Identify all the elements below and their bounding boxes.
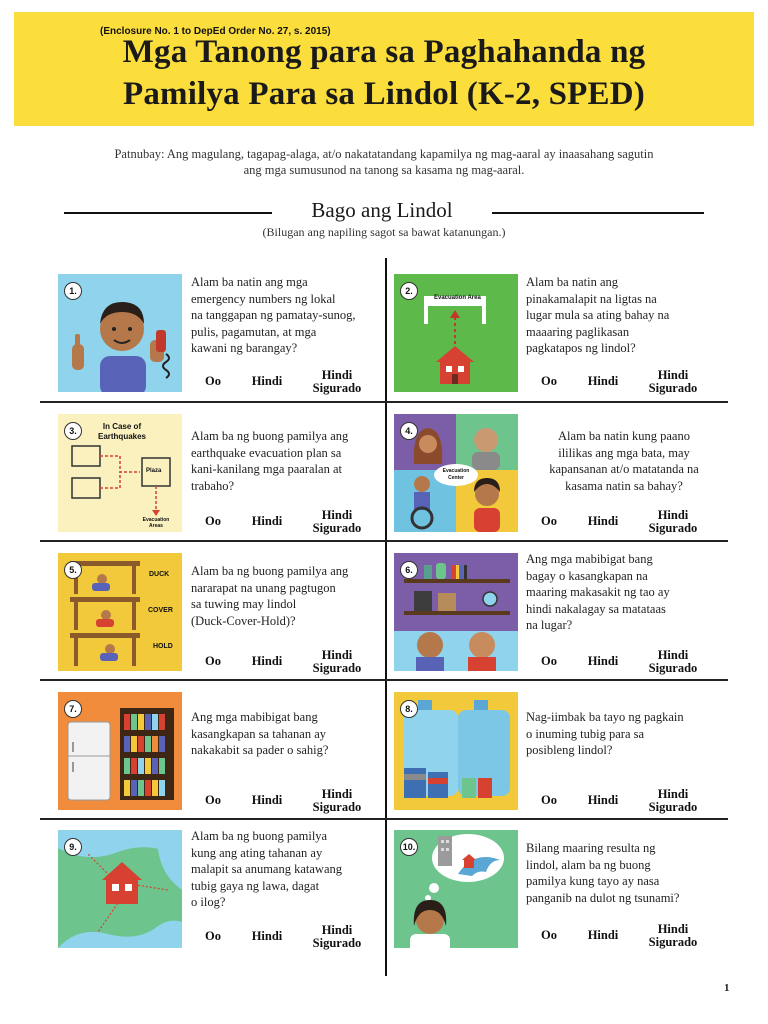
label-line: Areas xyxy=(149,523,163,529)
question-line: kasangkapan sa tahanan ay xyxy=(191,726,327,741)
option-oo-q10[interactable]: Oo xyxy=(541,928,557,942)
question-line: (Duck-Cover-Hold)? xyxy=(191,613,296,628)
question-line: Alam ba ng buong pamilya ang xyxy=(191,429,349,443)
option-label: Hindi xyxy=(321,648,353,662)
question-line: maaring makasakit ng tao ay xyxy=(526,585,670,599)
question-9-text xyxy=(191,828,342,911)
option-oo-q2[interactable]: Oo xyxy=(541,374,557,388)
illustration-phone-boy xyxy=(58,274,182,392)
question-line: lindol, alam ba ng buong xyxy=(526,857,651,872)
question-line: kani-kanilang mga paaralan at xyxy=(191,462,342,476)
question-line: kapansanan at/o matatanda na xyxy=(549,462,699,476)
illustration-house-near-water xyxy=(58,830,182,948)
question-line: ililikas ang mga bata, may xyxy=(558,445,690,460)
question-line: na tanggapan ng pamatay-sunog, xyxy=(191,308,356,322)
label-line: Evacuation xyxy=(142,517,170,523)
instructions-line-2: ang mga sumusunod na tanong sa kasama ng mag-aaral. xyxy=(243,163,525,177)
question-line: emergency numbers ng lokal xyxy=(191,291,336,306)
question-line: pinakamalapit na ligtas na xyxy=(526,291,657,306)
option-hindi-sigurado-q10[interactable] xyxy=(642,923,704,949)
question-line: pamilya kung tayo ay nasa xyxy=(526,874,660,888)
hold-label: HOLD xyxy=(153,643,173,650)
question-4-text xyxy=(526,428,722,494)
question-line: Alam ba ng buong pamilya ang xyxy=(191,564,349,578)
question-line: trabaho? xyxy=(191,478,235,493)
section-rule-right xyxy=(492,212,704,214)
question-8-text xyxy=(526,709,684,759)
option-hindi-sigurado-q5[interactable] xyxy=(306,649,368,675)
question-5-text xyxy=(191,563,348,629)
question-line: na lugar? xyxy=(526,618,573,632)
question-line: nararapat na unang pagtugon xyxy=(191,580,336,595)
plaza-label: Plaza xyxy=(146,468,162,474)
option-hindi-q5[interactable]: Hindi xyxy=(251,654,283,668)
question-line: Alam ba natin ang mga xyxy=(191,275,308,289)
illustration-tsunami-risk xyxy=(394,830,518,948)
option-hindi-sigurado-q4[interactable] xyxy=(642,509,704,535)
option-hindi-q9[interactable]: Hindi xyxy=(251,929,283,943)
option-label: Hindi xyxy=(321,923,353,937)
option-label: Hindi xyxy=(657,508,689,522)
label-line: Earthquakes xyxy=(97,432,147,441)
question-number: 5. xyxy=(64,561,82,579)
question-line: panganib na dulot ng tsunami? xyxy=(526,890,680,905)
illustration-evacuation-plan xyxy=(58,414,182,532)
illustration-secured-furniture xyxy=(58,692,182,810)
option-hindi-q6[interactable]: Hindi xyxy=(587,654,619,668)
option-label: Sigurado xyxy=(648,521,698,535)
question-line: Ang mga mabibigat bang xyxy=(526,552,653,566)
question-line: Nag-iimbak ba tayo ng pagkain xyxy=(526,710,684,724)
option-oo-q9[interactable]: Oo xyxy=(205,929,221,943)
duck-label: DUCK xyxy=(149,571,170,578)
option-label: Sigurado xyxy=(312,661,362,675)
option-label: Hindi xyxy=(321,368,353,382)
option-hindi-q4[interactable]: Hindi xyxy=(587,514,619,528)
illustration-heavy-objects xyxy=(394,553,518,671)
question-line: kasama natin sa bahay? xyxy=(565,478,683,493)
option-oo-q7[interactable]: Oo xyxy=(205,793,221,807)
option-label: Hindi xyxy=(321,508,353,522)
question-line: bagay o kasangkapan na xyxy=(526,568,648,583)
question-7-text xyxy=(191,709,328,759)
instructions xyxy=(60,146,708,178)
question-number: 8. xyxy=(400,700,418,718)
row-divider-3 xyxy=(40,679,728,681)
option-hindi-sigurado-q6[interactable] xyxy=(642,649,704,675)
question-3-text xyxy=(191,428,348,494)
option-label: Hindi xyxy=(321,787,353,801)
option-hindi-q1[interactable]: Hindi xyxy=(251,374,283,388)
illustration-food-water-storage xyxy=(394,692,518,810)
option-label: Sigurado xyxy=(648,935,698,949)
option-oo-q3[interactable]: Oo xyxy=(205,514,221,528)
in-case-of-earthquakes-label xyxy=(92,422,152,442)
question-line: earthquake evacuation plan sa xyxy=(191,445,342,460)
question-number: 9. xyxy=(64,838,82,856)
question-line: kawani ng barangay? xyxy=(191,341,298,355)
row-divider-2 xyxy=(40,540,728,542)
question-line: Alam ba ng buong pamilya xyxy=(191,829,328,843)
option-oo-q6[interactable]: Oo xyxy=(541,654,557,668)
illustration-family-evacuation xyxy=(394,414,518,532)
option-hindi-sigurado-q8[interactable] xyxy=(642,788,704,814)
question-2-text xyxy=(526,274,669,357)
question-line: tubig gaya ng lawa, dagat xyxy=(191,878,320,893)
evacuation-area-label: Evacuation Area xyxy=(434,295,481,301)
section-title: Bago ang Lindol xyxy=(311,198,453,222)
evacuation-areas-label xyxy=(134,517,178,529)
cover-label: COVER xyxy=(148,607,173,614)
question-number: 2. xyxy=(400,282,418,300)
question-number: 4. xyxy=(400,422,418,440)
question-line: o ilog? xyxy=(191,895,226,909)
evacuation-center-label xyxy=(434,464,478,486)
question-6-text xyxy=(526,551,670,634)
option-hindi-q10[interactable]: Hindi xyxy=(587,928,619,942)
page-title-line-2: Pamilya Para sa Lindol (K-2, SPED) xyxy=(123,76,645,112)
option-label: Sigurado xyxy=(312,936,362,950)
question-line: pulis, pagamutan, at mga xyxy=(191,324,317,339)
option-label: Hindi xyxy=(657,922,689,936)
question-line: Alam ba natin kung paano xyxy=(558,429,690,443)
option-label: Sigurado xyxy=(312,381,362,395)
option-hindi-sigurado-q3[interactable] xyxy=(306,509,368,535)
question-line: Alam ba natin ang xyxy=(526,275,618,289)
option-hindi-q7[interactable]: Hindi xyxy=(251,793,283,807)
question-line: lugar mula sa ating bahay na xyxy=(526,308,670,322)
question-line: sa tuwing may lindol xyxy=(191,597,297,611)
option-hindi-sigurado-q9[interactable] xyxy=(306,924,368,950)
question-number: 3. xyxy=(64,422,82,440)
section-subtitle: (Bilugan ang napiling sagot sa bawat katanungan.) xyxy=(262,225,506,239)
question-number: 6. xyxy=(400,561,418,579)
label-line: Center xyxy=(448,475,464,481)
option-hindi-q8[interactable]: Hindi xyxy=(587,793,619,807)
question-line: pagkatapos ng lindol? xyxy=(526,341,636,355)
option-label: Sigurado xyxy=(648,661,698,675)
option-hindi-sigurado-q1[interactable] xyxy=(306,369,368,395)
illustration-evacuation-area xyxy=(394,274,518,392)
row-divider-4 xyxy=(40,818,728,820)
option-oo-q4[interactable]: Oo xyxy=(541,514,557,528)
question-line: maaaring paglikasan xyxy=(526,324,630,339)
label-line: Evacuation xyxy=(442,468,470,474)
question-line: Ang mga mabibigat bang xyxy=(191,710,318,724)
question-line: o inuming tubig para sa xyxy=(526,726,645,741)
question-1-text xyxy=(191,274,356,357)
question-line: malapit sa anumang katawang xyxy=(191,862,342,876)
option-label: Sigurado xyxy=(648,381,698,395)
option-hindi-q2[interactable]: Hindi xyxy=(587,374,619,388)
option-hindi-sigurado-q2[interactable] xyxy=(642,369,704,395)
option-label: Sigurado xyxy=(312,800,362,814)
column-divider xyxy=(385,258,387,976)
option-hindi-q3[interactable]: Hindi xyxy=(251,514,283,528)
option-oo-q5[interactable]: Oo xyxy=(205,654,221,668)
option-oo-q8[interactable]: Oo xyxy=(541,793,557,807)
option-label: Hindi xyxy=(657,648,689,662)
question-number: 1. xyxy=(64,282,82,300)
question-number: 7. xyxy=(64,700,82,718)
illustration-duck-cover-hold xyxy=(58,553,182,671)
label-line: In Case of xyxy=(102,422,142,431)
instructions-line-1: Patnubay: Ang magulang, tagapag-alaga, at/o nakatatandang kapamilya ng mag-aaral ay inaasahang sagutin xyxy=(114,147,654,161)
page-title-line-1: Mga Tanong para sa Paghahanda ng xyxy=(122,34,646,70)
option-label: Sigurado xyxy=(648,800,698,814)
section-rule-left xyxy=(64,212,272,214)
question-line: posibleng lindol? xyxy=(526,743,613,757)
option-label: Hindi xyxy=(657,368,689,382)
enclosure-note: (Enclosure No. 1 to DepEd Order No. 27, s. 2015) xyxy=(100,26,331,37)
question-10-text xyxy=(526,840,679,906)
option-oo-q1[interactable]: Oo xyxy=(205,374,221,388)
page-number: 1 xyxy=(724,982,730,994)
option-label: Hindi xyxy=(657,787,689,801)
row-divider-1 xyxy=(40,401,728,403)
option-label: Sigurado xyxy=(312,521,362,535)
question-line: Bilang maaring resulta ng xyxy=(526,841,656,855)
question-line: nakakabit sa pader o sahig? xyxy=(191,743,329,757)
question-line: kung ang ating tahanan ay xyxy=(191,845,323,860)
question-line: hindi nakalagay sa matataas xyxy=(526,601,666,616)
question-number: 10. xyxy=(400,838,418,856)
option-hindi-sigurado-q7[interactable] xyxy=(306,788,368,814)
